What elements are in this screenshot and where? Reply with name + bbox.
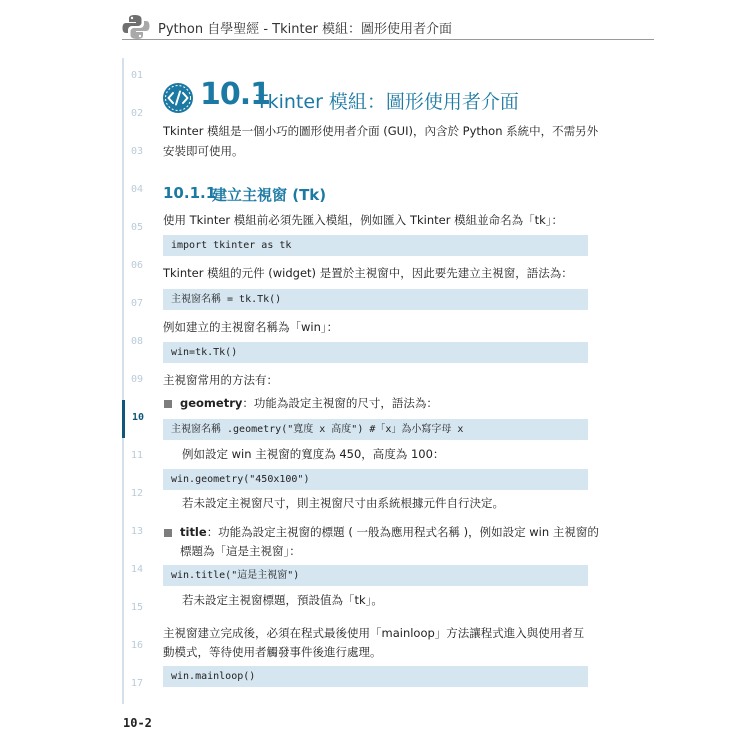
- paragraph: 例如建立的主視窗名稱為「win」：: [163, 320, 339, 334]
- chapter-strip: [122, 58, 145, 708]
- code-block: 主視窗名稱 = tk.Tk(): [163, 289, 588, 310]
- chapter-tab: 14: [122, 552, 140, 590]
- paragraph: Tkinter 模組的元件 (widget) 是置於主視窗中，因此要先建立主視窗，語法為：: [163, 266, 573, 280]
- chapter-tab: 12: [122, 476, 140, 514]
- keyword: title: [180, 525, 207, 539]
- intro-line-1: Tkinter 模組是一個小巧的圖形使用者介面 (GUI)，內含於 Python 系統中，不需另外: [163, 124, 599, 138]
- page-header: [122, 14, 654, 40]
- python-logo-icon: [122, 14, 150, 40]
- bullet-square-icon: [164, 529, 172, 537]
- subsection-title: 建立主視窗 (Tk): [212, 186, 327, 204]
- section-title: Tkinter 模組：圖形使用者介面: [256, 91, 519, 113]
- code-block: 主視窗名稱 .geometry("寬度 x 高度") #「x」為小寫字母 x: [163, 419, 588, 440]
- paragraph: 若未設定主視窗標題，預設值為「tk」。: [182, 593, 383, 607]
- chapter-tab: 08: [122, 324, 140, 362]
- subsection-number: 10.1.1: [163, 184, 217, 202]
- paragraph: 使用 Tkinter 模組前必須先匯入模組，例如匯入 Tkinter 模組並命名為「tk」：: [163, 213, 563, 227]
- intro-line-2: 安裝即可使用。: [163, 144, 244, 158]
- chapter-tab: 07: [122, 286, 140, 324]
- paragraph: 若未設定主視窗尺寸，則主視窗尺寸由系統根據元件自行決定。: [182, 496, 504, 510]
- chapter-tab: 04: [122, 172, 140, 210]
- code-icon: [162, 82, 194, 114]
- chapter-tab: 03: [122, 134, 140, 172]
- chapter-tab: 16: [122, 628, 140, 666]
- bullet-item: [180, 522, 599, 542]
- bullet-text-cont: 標題為「這是主視窗」：: [180, 544, 301, 558]
- chapter-tab-active: 10: [122, 400, 140, 438]
- paragraph: 主視窗常用的方法有：: [163, 373, 278, 387]
- chapter-tab: 13: [122, 514, 140, 552]
- chapter-tab: 06: [122, 248, 140, 286]
- bullet-item: [180, 393, 438, 413]
- code-block: import tkinter as tk: [163, 235, 588, 256]
- paragraph: 例如設定 win 主視窗的寬度為 450，高度為 100：: [182, 447, 445, 461]
- keyword: geometry: [180, 396, 243, 410]
- chapter-tab: 15: [122, 590, 140, 628]
- code-block: win.title("這是主視窗"): [163, 565, 588, 586]
- bullet-text: ：功能為設定主視窗的標題 ( 一般為應用程式名稱 )，例如設定 win 主視窗的: [206, 525, 599, 539]
- code-block: win.mainloop(): [163, 666, 588, 687]
- code-block: win.geometry("450x100"): [163, 469, 588, 490]
- chapter-tab: 09: [122, 362, 140, 400]
- section-number: 10.1: [200, 77, 271, 112]
- paragraph-line-1: 主視窗建立完成後，必須在程式最後使用「mainloop」方法讓程式進入與使用者互: [163, 626, 585, 640]
- page-number: 10-2: [123, 716, 152, 730]
- chapter-tab: 11: [122, 438, 140, 476]
- header-divider: [122, 39, 654, 40]
- chapter-tab: 01: [122, 58, 140, 96]
- header-title: Python 自學聖經 - Tkinter 模組：圖形使用者介面: [158, 22, 453, 37]
- bullet-text: ：功能為設定主視窗的尺寸，語法為：: [242, 396, 438, 410]
- chapter-tab: 17: [122, 666, 140, 704]
- chapter-tab: 05: [122, 210, 140, 248]
- chapter-tab: 02: [122, 96, 140, 134]
- paragraph-line-2: 動模式，等待使用者觸發事件後進行處理。: [163, 645, 382, 659]
- bullet-square-icon: [164, 400, 172, 408]
- code-block: win=tk.Tk(): [163, 342, 588, 363]
